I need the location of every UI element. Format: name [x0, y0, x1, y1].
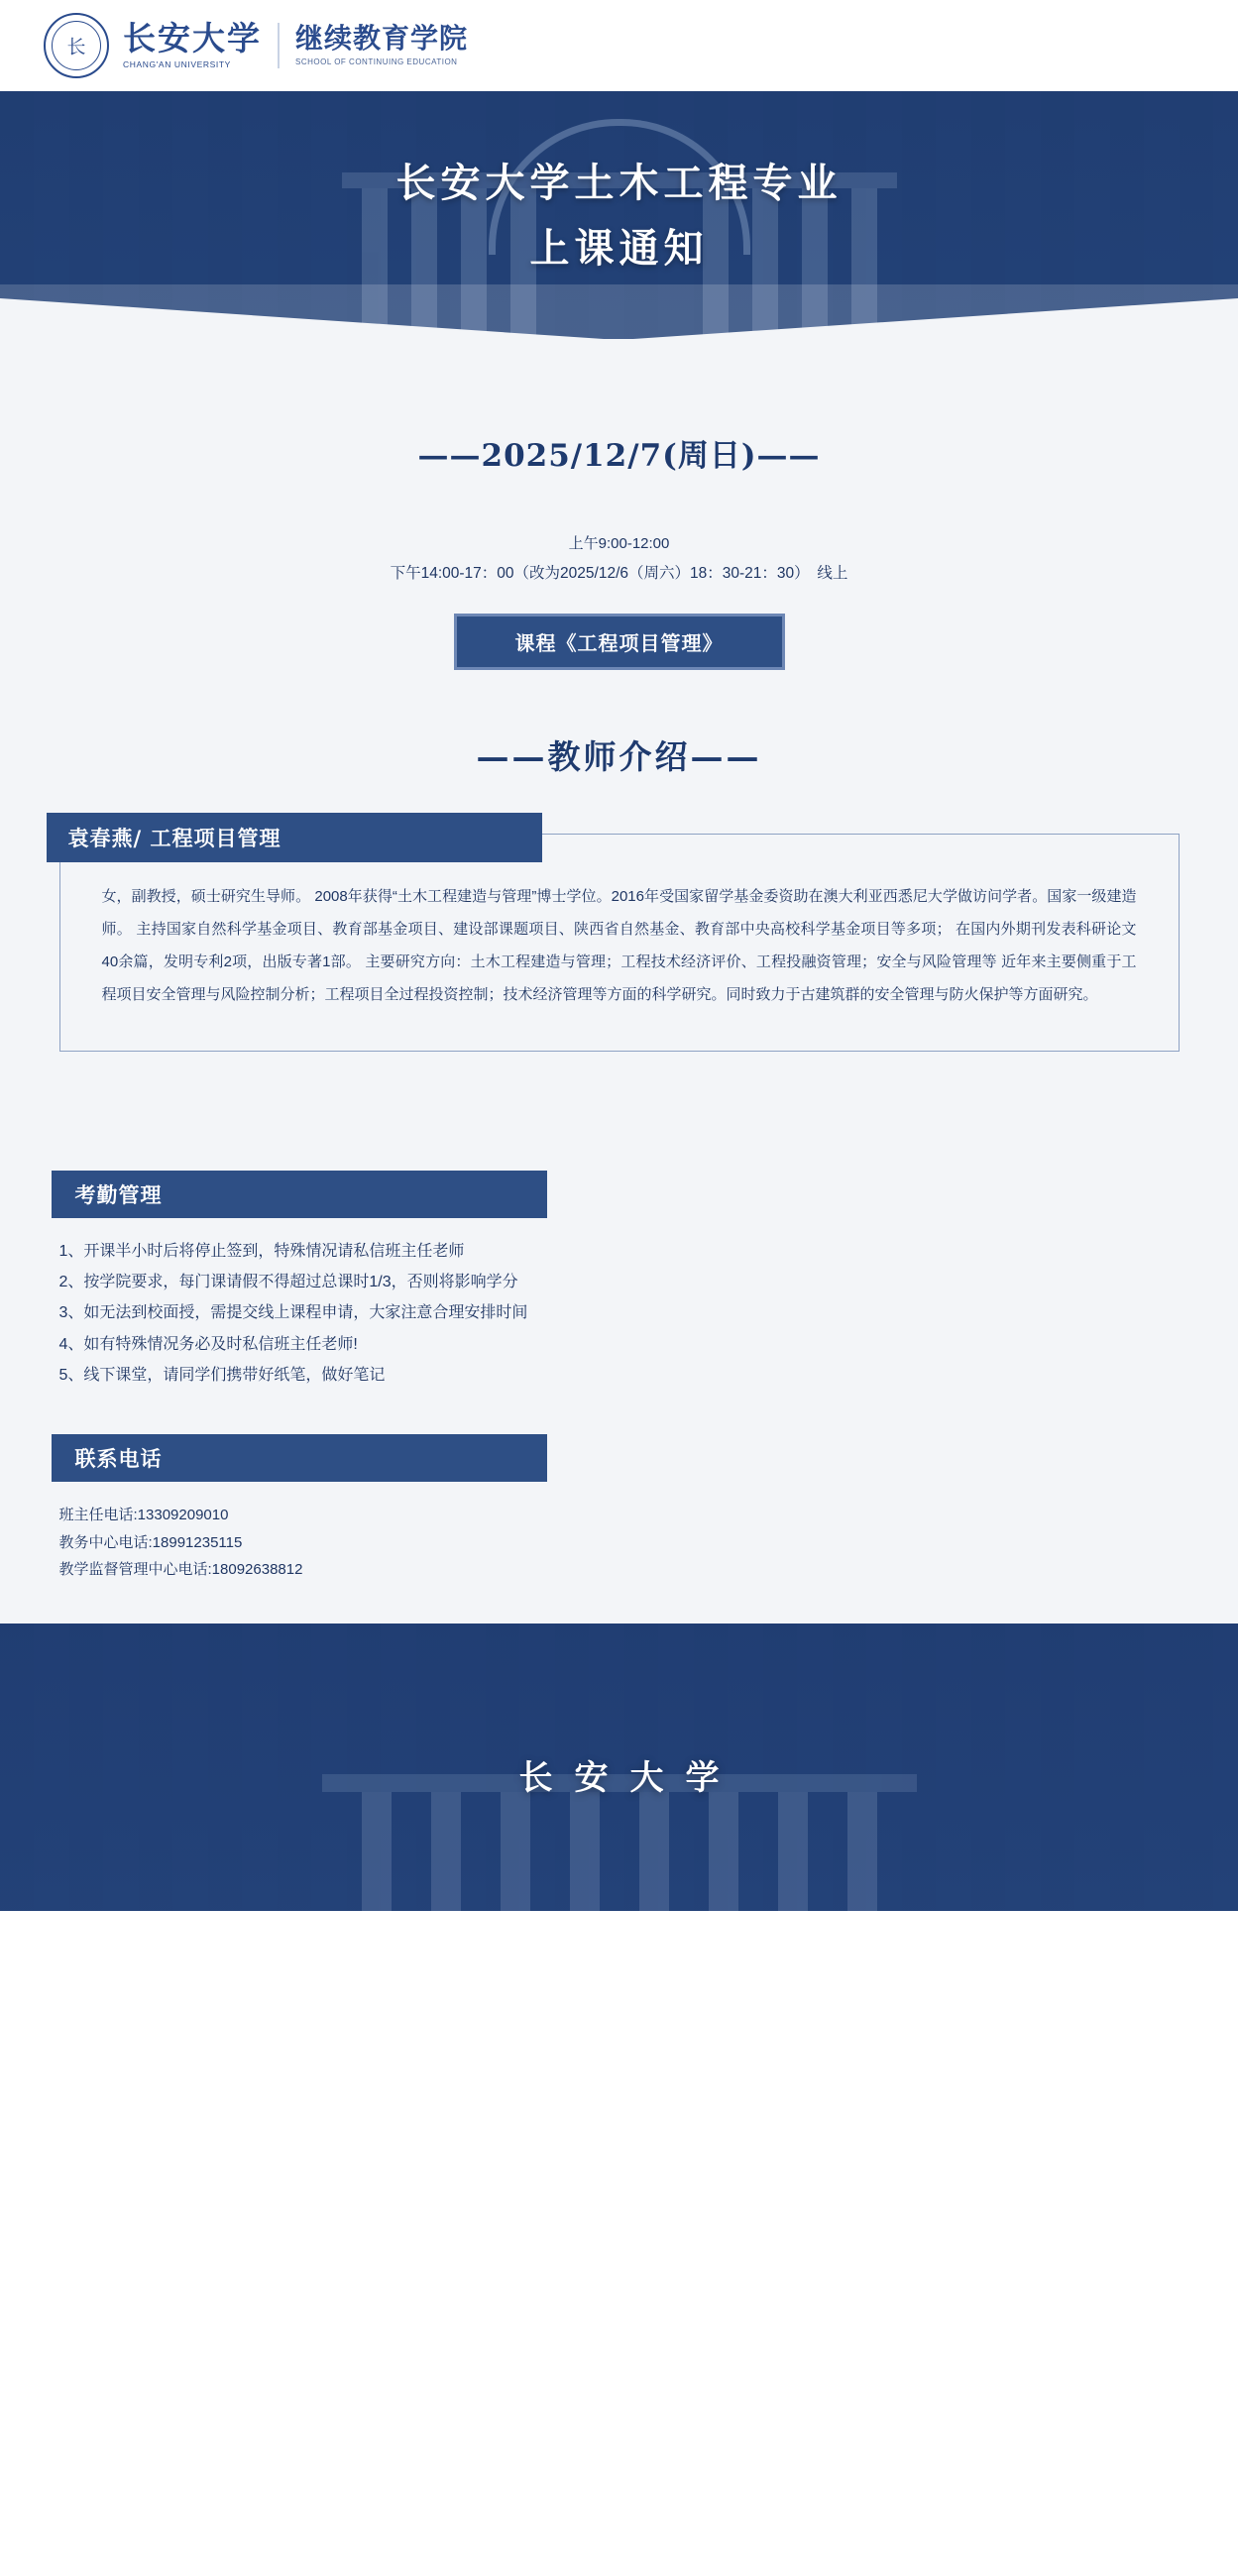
page-title — [0, 91, 1238, 281]
list-item: 班主任电话:13309209010 — [58, 1506, 229, 1523]
course-name-bar: 课程《工程项目管理》 — [454, 614, 785, 670]
class-time-block — [0, 530, 1238, 588]
page-title-line2: 上课通知 — [529, 225, 709, 272]
list-item: 2、按学院要求，每门课请假不得超过总课时1/3，否则将影响学分 — [58, 1274, 518, 1291]
contact-tag: 联系电话 — [52, 1434, 547, 1482]
list-item: 4、如有特殊情况务必及时私信班主任老师! — [58, 1335, 358, 1353]
teacher-section-title: ——教师介绍—— — [476, 736, 762, 776]
class-date: ——2025/12/7(周日)—— — [417, 438, 821, 474]
teacher-bio: 女，副教授，硕士研究生导师。 2008年获得“土木工程建造与管理”博士学位。2016年受国家留学基金委资助在澳大利亚西悉尼大学做访问学者。国家一级建造师。 主持国家自然科学基金项目、教育部基金项目、建设部课题项目、陕西省自然基金、教育部中央高校科学基金项目等多项； 在国内外期刊发表科研论文40余篇，发明专利2项，出版专著1部。 主要研究方向：土木工程建造与管理；工程技术经济评价、工程投融资管理；安全与风险管理等 近年来主要侧重于工程项目安全管理与风险控制分析；工程项目全过程投资控制；技术经济管理等方面的科学研究。同时致力于古建筑群的安全管理与防火保护等方面研究。 — [101, 887, 1137, 1003]
site-header — [0, 0, 1238, 91]
footer-university-name: 长安大学 — [518, 1758, 741, 1799]
list-item: 5、线下课堂，请同学们携带好纸笔，做好笔记 — [58, 1366, 386, 1384]
hero-bottom-notch — [0, 284, 1238, 339]
school-name-zh: 继续教育学院 — [295, 22, 469, 55]
contact-section — [59, 1434, 1180, 1584]
list-item: 3、如无法到校面授，需提交线上课程申请，大家注意合理安排时间 — [58, 1304, 528, 1322]
attendance-section — [59, 1171, 1180, 1391]
university-name-block — [123, 19, 262, 69]
footer-top-notch — [0, 1624, 1238, 1668]
class-time-morning: 上午9:00-12:00 — [568, 535, 670, 552]
class-time-afternoon: 下午14:00-17：00（改为2025/12/6（周六）18：30-21：30） 线上 — [390, 564, 848, 582]
teacher-card — [59, 825, 1180, 1052]
school-name-block — [295, 22, 469, 66]
school-name-en: SCHOOL OF CONTINUING EDUCATION — [295, 57, 458, 66]
teacher-name-tag: 袁春燕/ 工程项目管理 — [47, 813, 542, 862]
university-name-zh: 长安大学 — [123, 19, 262, 57]
header-divider — [278, 23, 280, 68]
page-title-line1: 长安大学土木工程专业 — [395, 160, 843, 206]
footer-banner — [0, 1624, 1238, 1911]
seal-mark-glyph: 长 — [66, 36, 86, 58]
university-name-en: CHANG'AN UNIVERSITY — [123, 59, 231, 69]
list-item: 教学监督管理中心电话:18092638812 — [58, 1561, 303, 1579]
list-item: 教务中心电话:18991235115 — [58, 1533, 243, 1551]
contact-list — [59, 1502, 1180, 1584]
university-seal-icon — [44, 13, 109, 78]
list-item: 1、开课半小时后将停止签到，特殊情况请私信班主任老师 — [58, 1242, 465, 1260]
attendance-list — [59, 1236, 1180, 1391]
attendance-tag: 考勤管理 — [52, 1171, 547, 1218]
main-content — [0, 339, 1238, 1624]
hero-banner — [0, 91, 1238, 339]
